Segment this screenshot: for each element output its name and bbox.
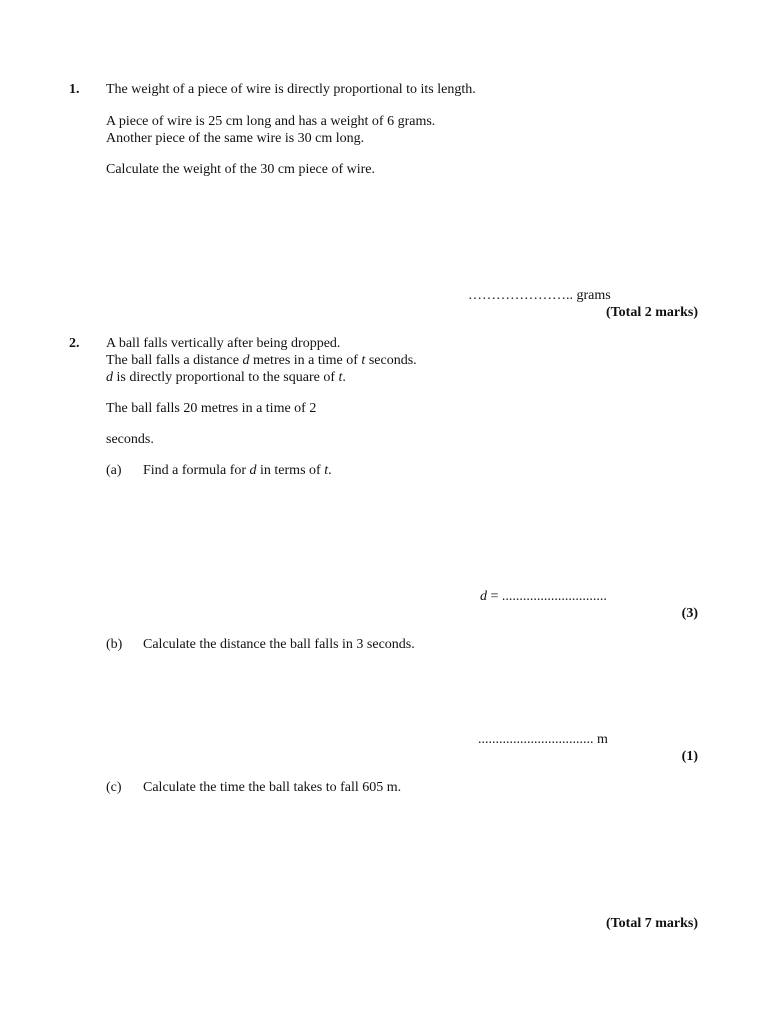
q1-number: 1. (69, 82, 80, 97)
q2a-var-t: t (324, 463, 329, 478)
q2-line3-text-b: . (342, 370, 346, 385)
q1-line1: The weight of a piece of wire is directly proportional to its length. (106, 82, 476, 97)
q2-total-marks: (Total 7 marks) (605, 916, 698, 931)
q2-number: 2. (69, 336, 80, 351)
q1-total-marks: (Total 2 marks) (605, 305, 698, 320)
q1-line2: A piece of wire is 25 cm long and has a weight of 6 grams. (106, 114, 436, 129)
q1-answer-unit: grams (576, 288, 611, 303)
q1-answer-dots: ………………….. (468, 288, 573, 303)
q2-line3 (106, 369, 346, 386)
q2b-answer-line: ................................. m (478, 732, 608, 747)
q2c-question: Calculate the time the ball takes to fall 605 m. (143, 780, 402, 795)
q2a-answer-var: d (480, 589, 487, 604)
q2-line2-var-d: d (242, 353, 250, 368)
q2-line2-text-a: The ball falls a distance (106, 353, 243, 368)
q2-line1: A ball falls vertically after being dropped. (106, 336, 341, 351)
q2a-text-b: in terms of (256, 463, 325, 478)
q2-line3-var-t: t (338, 370, 343, 385)
q2a-text-a: Find a formula for (143, 463, 250, 478)
q2a-question (143, 462, 332, 479)
q2-line5: seconds. (106, 432, 154, 447)
q2a-marks: (3) (681, 606, 698, 621)
q2a-label: (a) (106, 463, 122, 478)
q2-line2-text-b: metres in a time of (249, 353, 362, 368)
q2-line3-var-d: d (106, 370, 113, 385)
q2b-question: Calculate the distance the ball falls in 3 seconds. (143, 637, 415, 652)
q2a-var-d: d (249, 463, 257, 478)
q2c-label: (c) (106, 780, 122, 795)
q2a-answer-line (480, 588, 607, 605)
q2b-marks: (1) (681, 749, 698, 764)
q2-line2-var-t: t (361, 353, 366, 368)
q2-line2 (106, 352, 417, 369)
q2-line3-text-a: is directly proportional to the square of (113, 370, 339, 385)
q2a-answer-dots: = .............................. (487, 589, 607, 604)
q1-line3: Another piece of the same wire is 30 cm long. (106, 131, 365, 146)
q2-line4: The ball falls 20 metres in a time of 2 (106, 401, 317, 416)
q2b-label: (b) (106, 637, 123, 652)
q2-line2-text-c: seconds. (365, 353, 417, 368)
q2a-text-c: . (328, 463, 332, 478)
q1-answer-line (468, 287, 611, 304)
q1-line4: Calculate the weight of the 30 cm piece of wire. (106, 162, 376, 177)
